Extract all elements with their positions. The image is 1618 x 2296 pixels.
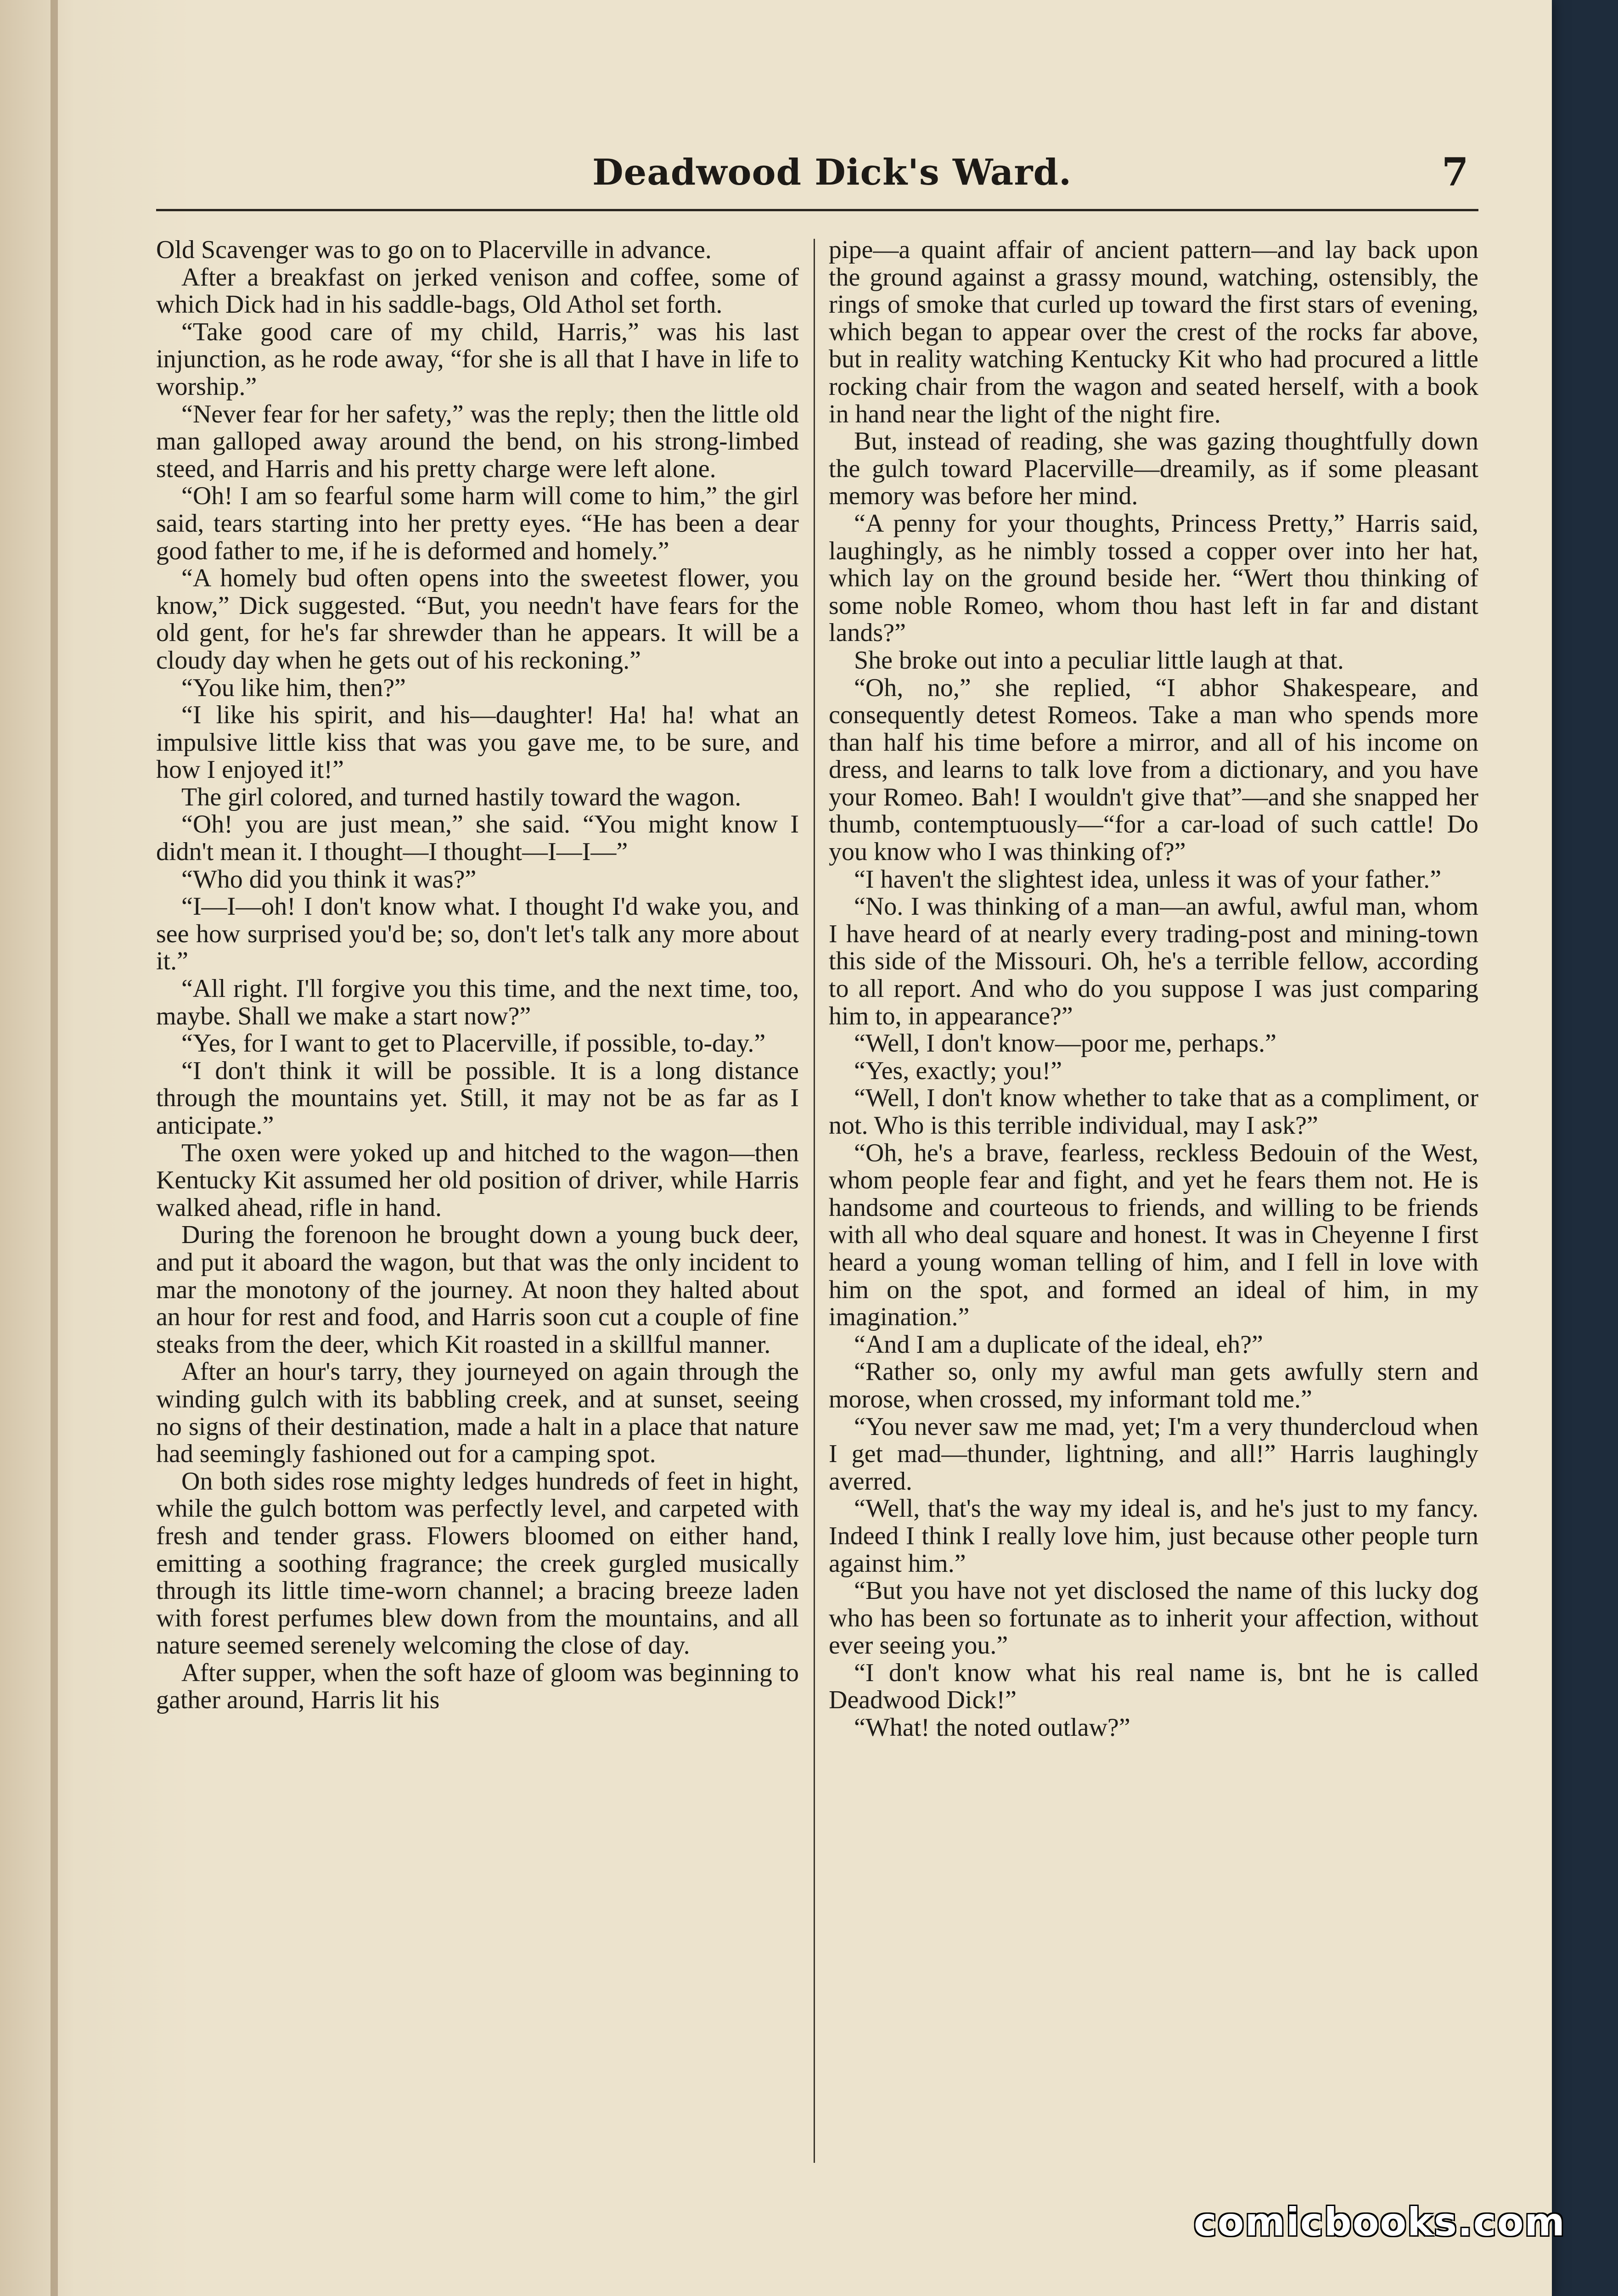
paragraph: After a breakfast on jerked venison and coffee, some of which Dick had in his saddle-bags, Old Athol set forth. <box>156 263 799 319</box>
paragraph: “I don't know what his real name is, bnt he is called Deadwood Dick!” <box>829 1658 1478 1715</box>
paragraph: “You never saw me mad, yet; I'm a very thundercloud when I get mad—thunder, lightning, and all!” Harris laughingly averred. <box>829 1412 1478 1496</box>
paragraph: “Oh, no,” she replied, “I abhor Shakespeare, and consequently detest Romeos. Take a man who spends more than half his time before a mirror, and all of his income on dress, and learns to talk love from a dictionary, and you have your Romeo. Bah! I wouldn't give that”—and she snapped her thumb, contemptuously—“for a car-load of such cattle! Do you know who I was thinking of?” <box>829 673 1478 867</box>
paragraph: “Yes, for I want to get to Placerville, if possible, to-day.” <box>181 1029 766 1058</box>
paragraph: “All right. I'll forgive you this time, and the next time, too, maybe. Shall we make a start now?” <box>156 974 799 1030</box>
paragraph: pipe—a quaint affair of ancient pattern—and lay back upon the ground against a grassy mound, watching, ostensibly, the rings of smoke that curled up toward the first stars of evening, which began to appear over the crest of the rocks far above, but in reality watching Kentucky Kit who had procured a little rocking chair from the wagon and seated herself, with a book in hand near the light of the night fire. <box>829 236 1478 428</box>
paragraph: “Oh, he's a brave, fearless, reckless Bedouin of the West, whom people fear and fight, and yet he fears them not. He is handsome and courteous to friends, and willing to be friends with all who deal square and honest. It was in Cheyenne I first heard a young woman telling of him, and I fell in love with him on the spot, and formed an ideal of him, in my imagination.” <box>829 1138 1478 1332</box>
paragraph: “Oh! you are just mean,” she said. “You might know I didn't mean it. I thought—I thought—I—I—” <box>156 810 799 867</box>
paragraph: “Oh! I am so fearful some harm will come to him,” the girl said, tears starting into her pretty eyes. “He has been a dear good father to me, if he is deformed and homely.” <box>156 482 799 565</box>
page-number: 7 <box>1442 149 1469 195</box>
paragraph: “And I am a duplicate of the ideal, eh?” <box>854 1330 1263 1359</box>
paragraph: “I haven't the slightest idea, unless it was of your father.” <box>854 865 1442 894</box>
left-text-column <box>156 236 799 2179</box>
watermark-text: comicbooks.com <box>1194 2200 1566 2245</box>
paragraph: “I don't think it will be possible. It is a long distance through the mountains yet. Still, it may not be as far as I anticipate.” <box>156 1056 799 1140</box>
column-divider <box>814 239 815 2163</box>
paragraph: But, instead of reading, she was gazing thoughtfully down the gulch toward Placerville—dreamily, as if some pleasant memory was before her mind. <box>829 427 1478 511</box>
page-gutter <box>51 0 58 2296</box>
header-rule <box>156 209 1478 211</box>
paragraph: “Never fear for her safety,” was the reply; then the little old man galloped away around the bend, on his strong-limbed steed, and Harris and his pretty charge were left alone. <box>156 400 799 483</box>
running-head-title: Deadwood Dick's Ward. <box>592 152 1072 193</box>
paragraph: “But you have not yet disclosed the name of this lucky dog who has been so fortunate as to inherit your affection, without ever seeing you.” <box>829 1576 1478 1660</box>
paragraph: She broke out into a peculiar little laugh at that. <box>854 646 1344 675</box>
paragraph: “A homely bud often opens into the sweetest flower, you know,” Dick suggested. “But, you needn't have fears for the old gent, for he's far shrewder than he appears. It will be a cloudy day when he gets out of his reckoning.” <box>156 564 799 675</box>
paragraph: “Well, that's the way my ideal is, and he's just to my fancy. Indeed I think I really love him, just because other people turn against him.” <box>829 1494 1478 1578</box>
paragraph: “I like his spirit, and his—daughter! Ha! ha! what an impulsive little kiss that was you gave me, to be sure, and how I enjoyed it!” <box>156 701 799 784</box>
paragraph: “Rather so, only my awful man gets awfully stern and morose, when crossed, my informant told me.” <box>829 1357 1478 1413</box>
paragraph: “No. I was thinking of a man—an awful, awful man, whom I have heard of at nearly every trading-post and mining-town this side of the Missouri. Oh, he's a terrible fellow, according to all report. And who do you suppose I was just comparing him to, in appearance?” <box>829 892 1478 1030</box>
paragraph: The girl colored, and turned hastily toward the wagon. <box>181 782 742 811</box>
paragraph: “I—I—oh! I don't know what. I thought I'd wake you, and see how surprised you'd be; so, don't let's talk any more about it.” <box>156 892 799 976</box>
paragraph: “Well, I don't know—poor me, perhaps.” <box>854 1029 1277 1058</box>
paragraph: After supper, when the soft haze of gloom was beginning to gather around, Harris lit his <box>156 1658 799 1715</box>
paragraph: “Well, I don't know whether to take that as a compliment, or not. Who is this terrible individual, may I ask?” <box>829 1084 1478 1140</box>
paragraph: On both sides rose mighty ledges hundreds of feet in hight, while the gulch bottom was perfectly level, and carpeted with fresh and tender grass. Flowers bloomed on either hand, emitting a soothing fragrance; the creek gurgled musically through its little time-worn channel; a bracing breeze laden with forest perfumes blew down from the mountains, and all nature seemed serenely welcoming the close of day. <box>156 1467 799 1660</box>
right-text-column <box>829 236 1478 2179</box>
paragraph: “Yes, exactly; you!” <box>854 1056 1062 1085</box>
paragraph: “Take good care of my child, Harris,” was his last injunction, as he rode away, “for she is all that I have in life to worship.” <box>156 317 799 401</box>
paragraph: “Who did you think it was?” <box>181 865 477 894</box>
paragraph: After an hour's tarry, they journeyed on again through the winding gulch with its babbling creek, and at sunset, seeing no signs of their destination, made a halt in a place that nature had seemingly fashioned out for a camping spot. <box>156 1357 799 1469</box>
paragraph: The oxen were yoked up and hitched to the wagon—then Kentucky Kit assumed her old position of driver, while Harris walked ahead, rifle in hand. <box>156 1138 799 1222</box>
paragraph: Old Scavenger was to go on to Placerville in advance. <box>156 236 712 264</box>
paragraph: “You like him, then?” <box>181 673 406 702</box>
paragraph: “What! the noted outlaw?” <box>854 1713 1130 1742</box>
paragraph: During the forenoon he brought down a young buck deer, and put it aboard the wagon, but that was the only incident to mar the monotony of the journey. At noon they halted about an hour for rest and food, and Harris soon cut a couple of fine steaks from the deer, which Kit roasted in a skillful manner. <box>156 1221 799 1359</box>
paragraph: “A penny for your thoughts, Princess Pretty,” Harris said, laughingly, as he nimbly tossed a copper over into her hat, which lay on the ground beside her. “Wert thou thinking of some noble Romeo, whom thou hast left in far and distant lands?” <box>829 509 1478 647</box>
